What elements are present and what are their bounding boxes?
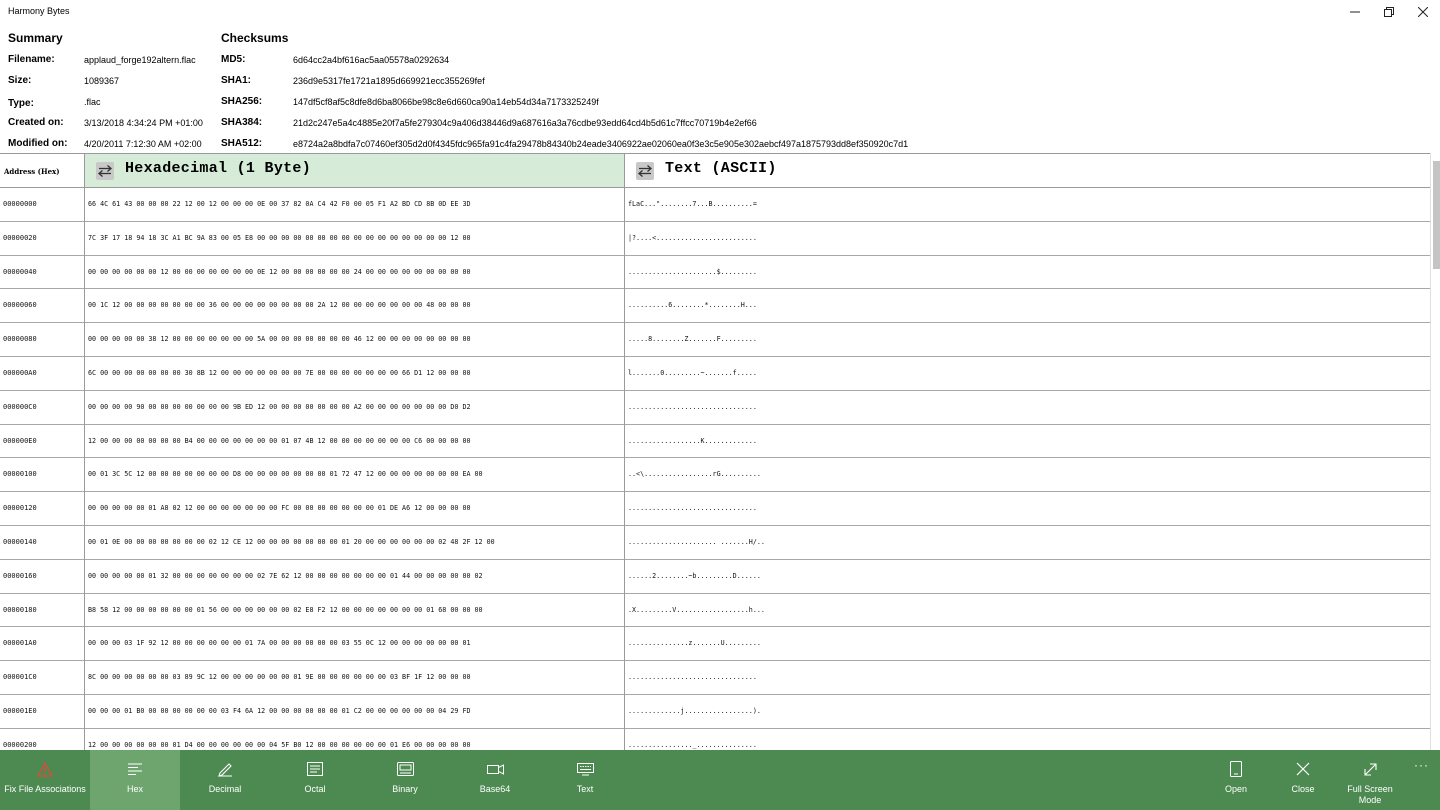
table-row[interactable]: [0, 222, 1430, 256]
text-cell[interactable]: ................................: [628, 402, 757, 411]
hex-cell[interactable]: 00 00 00 00 00 01 32 00 00 00 00 00 00 00 02 7E 62 12 00 00 00 00 00 00 00 01 44 00 00 00 00 00 02: [88, 571, 483, 580]
text-cell[interactable]: fLaC..."........7...B..........=: [628, 200, 757, 208]
created-label: Created on:: [8, 117, 64, 128]
summary-heading: Summary: [8, 31, 63, 45]
table-row[interactable]: [0, 458, 1430, 492]
fix-file-associations-button[interactable]: [0, 750, 90, 810]
table-row[interactable]: [0, 594, 1430, 628]
binary-button[interactable]: [360, 750, 450, 810]
table-row[interactable]: [0, 492, 1430, 526]
type-label: Type:: [8, 98, 34, 109]
hex-cell[interactable]: 7C 3F 17 18 94 18 3C A1 BC 9A 83 00 05 E8 00 00 00 00 00 00 00 00 00 00 00 00 00 00 00 00 12 00: [88, 233, 471, 242]
text-cell[interactable]: ...................... .......H/..: [628, 537, 765, 546]
md5-label: MD5:: [221, 54, 246, 65]
table-row[interactable]: [0, 256, 1430, 290]
table-row[interactable]: [0, 560, 1430, 594]
swap-format-icon[interactable]: [636, 162, 654, 180]
text-cell[interactable]: ................................: [628, 504, 757, 513]
octal-icon: [307, 761, 323, 777]
hex-rows: [0, 188, 1430, 750]
address-cell: 00000000: [3, 200, 37, 208]
warning-icon: [37, 761, 53, 777]
sha1-label: SHA1:: [221, 75, 252, 86]
address-cell: 000001C0: [3, 673, 37, 682]
sha256-value: 147df5cf8af5c8dfe8d6ba8066be98c8e6d660ca90a14eb54d34a7173325249f: [293, 97, 599, 107]
address-cell: 00000060: [3, 301, 37, 310]
expand-icon: [1363, 761, 1378, 777]
close-label: Close: [1291, 784, 1315, 794]
table-row[interactable]: [0, 357, 1430, 391]
table-row[interactable]: [0, 188, 1430, 222]
open-label: Open: [1224, 784, 1248, 794]
keyboard-icon: [577, 761, 594, 777]
hex-column-divider: [624, 153, 625, 750]
base64-label: Base64: [479, 784, 511, 794]
open-button[interactable]: [1200, 750, 1272, 810]
more-options-button[interactable]: ···: [1414, 758, 1429, 772]
restore-button[interactable]: [1372, 0, 1406, 24]
table-row[interactable]: [0, 425, 1430, 459]
address-column-header: [0, 154, 85, 188]
address-cell: 00000180: [3, 605, 37, 614]
hex-cell[interactable]: 00 1C 12 00 00 00 00 00 00 00 36 00 00 00 00 00 00 00 00 2A 12 00 00 00 00 00 00 00 48 00 00 00: [88, 301, 471, 310]
text-label: Text: [576, 784, 594, 794]
address-column-divider: [84, 153, 85, 750]
sha384-value: 21d2c247e5a4c4885e20f7a5fe279304c9a406d38446d9a687616a3a76cdbe93edd64cd4b5d61c7ffcc70719b4e2ef66: [293, 118, 757, 128]
address-cell: 000001A0: [3, 639, 37, 648]
text-cell[interactable]: ...............z.......U.........: [628, 639, 761, 648]
decimal-button[interactable]: [180, 750, 270, 810]
sha256-label: SHA256:: [221, 96, 263, 107]
octal-label: Octal: [304, 784, 326, 794]
checksums-heading: Checksums: [221, 31, 289, 45]
text-cell[interactable]: ......2........~b.........D......: [628, 571, 761, 580]
hex-column-header[interactable]: [85, 154, 625, 188]
hex-cell[interactable]: 12 00 00 00 00 00 00 01 D4 00 00 00 00 00 00 04 5F B0 12 00 00 00 00 00 00 01 E6 00 00 00 00 00: [88, 740, 471, 749]
text-cell[interactable]: .X.........V..................h...: [628, 605, 765, 614]
address-cell: 000000C0: [3, 402, 37, 411]
text-cell[interactable]: .............j.................).: [628, 706, 761, 715]
app-title: Harmony Bytes: [8, 6, 70, 16]
text-button[interactable]: [540, 750, 630, 810]
address-cell: 000000A0: [3, 368, 37, 377]
text-header-title: Text (ASCII): [665, 160, 777, 177]
swap-format-icon[interactable]: [96, 162, 114, 180]
text-cell[interactable]: ................................: [628, 673, 757, 682]
title-bar: [0, 0, 1440, 24]
base64-icon: [487, 761, 504, 777]
scrollbar-thumb[interactable]: [1433, 161, 1440, 269]
filename-value: applaud_forge192altern.flac: [84, 55, 196, 65]
close-button[interactable]: [1267, 750, 1339, 810]
address-cell: 00000140: [3, 537, 37, 546]
hex-cell[interactable]: 00 01 3C 5C 12 00 00 00 00 00 00 00 D8 00 00 00 00 00 00 00 01 72 47 12 00 00 00 00 00 00 00 EA 00: [88, 470, 483, 479]
fix-file-associations-label: Fix File Associations: [4, 784, 86, 794]
window-close-button[interactable]: [1406, 0, 1440, 24]
created-value: 3/13/2018 4:34:24 PM +01:00: [84, 118, 203, 128]
sha384-label: SHA384:: [221, 117, 263, 128]
size-value: 1089367: [84, 76, 120, 86]
hex-button[interactable]: [90, 750, 180, 810]
binary-label: Binary: [392, 784, 418, 794]
vertical-scrollbar[interactable]: [1430, 153, 1440, 750]
open-icon: [1229, 761, 1243, 777]
close-icon: [1296, 761, 1310, 777]
table-row[interactable]: [0, 323, 1430, 357]
pencil-icon: [217, 761, 233, 777]
table-row[interactable]: [0, 661, 1430, 695]
table-row[interactable]: [0, 627, 1430, 661]
text-cell[interactable]: l.......0.........~.......f.....: [628, 368, 757, 377]
minimize-icon: [1350, 7, 1360, 17]
base64-button[interactable]: [450, 750, 540, 810]
hex-cell[interactable]: 00 00 00 03 1F 92 12 00 00 00 00 00 00 01 7A 00 00 00 00 00 00 03 55 0C 12 00 00 00 00 00 00 01: [88, 639, 471, 648]
sha512-value: e8724a2a8bdfa7c07460ef305d2d0f4345fdc965fa91c4fa29478b84340b24eade3406922ae02060ea0f3e3c5e905e302aebcf497a1875793dd8ef350920c7d1: [293, 139, 909, 149]
text-cell[interactable]: .....8........Z.......F.........: [628, 335, 757, 344]
address-cell: 000000E0: [3, 436, 37, 445]
text-cell[interactable]: ......................$.........: [628, 267, 757, 276]
command-bar: [0, 750, 1440, 810]
hex-header-title: Hexadecimal (1 Byte): [125, 160, 312, 177]
minimize-button[interactable]: [1338, 0, 1372, 24]
type-value: .flac: [84, 97, 101, 107]
address-cell: 00000120: [3, 504, 37, 513]
modified-label: Modified on:: [8, 138, 68, 149]
restore-icon: [1384, 7, 1394, 17]
text-column-header[interactable]: [625, 154, 1430, 188]
octal-button[interactable]: [270, 750, 360, 810]
hex-cell[interactable]: 00 00 00 00 00 38 12 00 00 00 00 00 00 00 5A 00 00 00 00 00 00 00 46 12 00 00 00 00 00 00 00 00: [88, 335, 471, 344]
decimal-label: Decimal: [208, 784, 242, 794]
text-cell[interactable]: ..<\.................rG..........: [628, 470, 761, 479]
hex-cell[interactable]: 12 00 00 00 00 00 00 00 B4 00 00 00 00 00 00 00 01 07 4B 12 00 00 00 00 00 00 00 C6 00 00 00 00: [88, 436, 471, 445]
sha512-label: SHA512:: [221, 138, 263, 149]
text-cell[interactable]: |?....<.........................: [628, 233, 757, 242]
hex-icon: [127, 761, 143, 777]
text-cell[interactable]: ..........6........*........H...: [628, 301, 757, 310]
text-cell[interactable]: ................_...............: [628, 740, 757, 749]
hex-cell[interactable]: 00 00 00 00 00 01 A8 02 12 00 00 00 00 00 00 00 FC 00 00 00 00 00 00 00 01 DE A6 12 00 00 00 00: [88, 504, 471, 513]
hex-cell[interactable]: 00 00 00 00 00 00 12 00 00 00 00 00 00 00 0E 12 00 00 00 00 00 00 24 00 00 00 00 00 00 00 00 00: [88, 267, 471, 276]
md5-value: 6d64cc2a4bf616ac5aa05578a0292634: [293, 55, 450, 65]
hex-cell[interactable]: B8 58 12 00 00 00 00 00 00 01 56 00 00 00 00 00 00 02 E8 F2 12 00 00 00 00 00 00 00 01 68 00 00 00: [88, 605, 483, 614]
hex-cell[interactable]: 66 4C 61 43 00 00 00 22 12 00 12 00 00 00 0E 00 37 82 0A C4 42 F0 00 05 F1 A2 BD CD 8B 0D EE 3D: [88, 200, 471, 208]
address-cell: 00000040: [3, 267, 37, 276]
hex-cell[interactable]: 6C 00 00 00 00 00 00 00 30 8B 12 00 00 00 00 00 00 00 7E 00 00 00 00 00 00 00 66 D1 12 00 00 00: [88, 368, 471, 377]
address-cell: 00000160: [3, 571, 37, 580]
hex-cell[interactable]: 00 00 00 00 90 00 00 00 00 00 00 00 9B ED 12 00 00 00 00 00 00 00 A2 00 00 00 00 00 00 00 D0 D2: [88, 402, 471, 411]
size-label: Size:: [8, 75, 32, 86]
filename-label: Filename:: [8, 54, 55, 65]
modified-value: 4/20/2011 7:12:30 AM +02:00: [84, 139, 202, 149]
address-cell: 00000080: [3, 335, 37, 344]
hex-label: Hex: [126, 784, 143, 794]
sha1-value: 236d9e5317fe1721a1895d669921ecc355269fef: [293, 76, 485, 86]
full-screen-label: Full Screen Mode: [1347, 784, 1393, 805]
table-row[interactable]: [0, 391, 1430, 425]
hex-grid[interactable]: [0, 153, 1440, 750]
address-cell: 00000200: [3, 740, 37, 749]
hex-cell[interactable]: 00 01 0E 00 00 00 00 00 00 00 02 12 CE 12 00 00 00 00 00 00 00 01 20 00 00 00 00 00 00 02 48 2F 12 00: [88, 537, 495, 546]
table-row[interactable]: [0, 729, 1430, 750]
table-row[interactable]: [0, 289, 1430, 323]
full-screen-button[interactable]: [1334, 750, 1406, 810]
binary-icon: [397, 761, 414, 777]
address-cell: 000001E0: [3, 706, 37, 715]
address-cell: 00000020: [3, 233, 37, 242]
table-row[interactable]: [0, 526, 1430, 560]
address-cell: 00000100: [3, 470, 37, 479]
text-cell[interactable]: ..................K.............: [628, 436, 757, 445]
table-row[interactable]: [0, 695, 1430, 729]
hex-cell[interactable]: 00 00 00 01 B0 00 00 00 00 00 00 03 F4 6A 12 00 00 00 00 00 00 01 C2 00 00 00 00 00 00 04 29 FD: [88, 706, 471, 715]
address-header-label: Address (Hex): [4, 167, 60, 176]
hex-cell[interactable]: 8C 00 00 00 00 00 00 03 89 9C 12 00 00 00 00 00 00 01 9E 00 00 00 00 00 00 03 BF 1F 12 00 00 00: [88, 673, 471, 682]
close-icon: [1418, 7, 1428, 17]
